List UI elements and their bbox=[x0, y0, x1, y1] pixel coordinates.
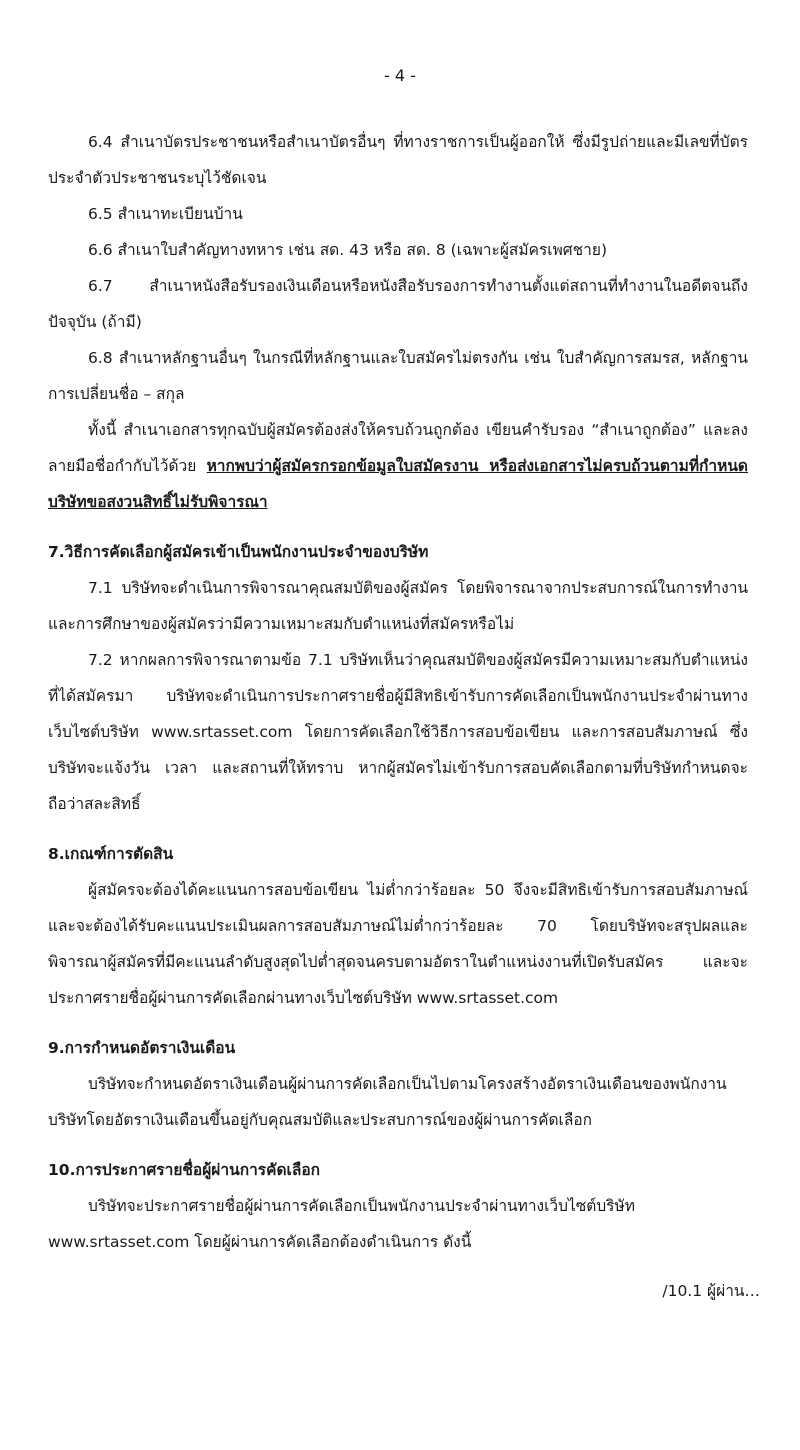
item-6-7: 6.7 สำเนาหนังสือรับรองเงินเดือนหรือหนังสือรับรองการทำงานตั้งแต่สถานที่ทำงานในอดีตจนถึงปัจจุบัน (ถ้ามี) bbox=[48, 277, 748, 331]
page-number: - 4 - bbox=[384, 66, 416, 85]
section-8-heading: 8.เกณฑ์การตัดสิน bbox=[48, 845, 174, 863]
document-body bbox=[48, 124, 748, 1260]
section-9-heading: 9.การกำหนดอัตราเงินเดือน bbox=[48, 1039, 236, 1057]
section-9-body: บริษัทจะกำหนดอัตราเงินเดือนผู้ผ่านการคัดเลือกเป็นไปตามโครงสร้างอัตราเงินเดือนของพนักงานบริษัทโดยอัตราเงินเดือนขึ้นอยู่กับคุณสมบัติและประสบการณ์ของผู้ผ่านการคัดเลือก bbox=[48, 1075, 727, 1129]
item-6-8: 6.8 สำเนาหลักฐานอื่นๆ ในกรณีที่หลักฐานและใบสมัครไม่ตรงกัน เช่น ใบสำคัญการสมรส, หลักฐานการเปลี่ยนชื่อ – สกุล bbox=[48, 349, 748, 403]
document-note-warning: หากพบว่าผู้สมัครกรอกข้อมูลใบสมัครงาน หรือส่งเอกสารไม่ครบถ้วนตามที่กำหนด บริษัทขอสงวนสิทธิ์ไม่รับพิจารณา bbox=[48, 457, 748, 511]
section-7-heading: 7.วิธีการคัดเลือกผู้สมัครเข้าเป็นพนักงานประจำของบริษัท bbox=[48, 543, 429, 561]
continuation-marker: /10.1 ผู้ผ่าน… bbox=[662, 1282, 760, 1300]
item-6-4: 6.4 สำเนาบัตรประชาชนหรือสำเนาบัตรอื่นๆ ที่ทางราชการเป็นผู้ออกให้ ซึ่งมีรูปถ่ายและมีเลขที่บัตรประจำตัวประชาชนระบุไว้ชัดเจน bbox=[48, 133, 748, 187]
item-6-5: 6.5 สำเนาทะเบียนบ้าน bbox=[88, 205, 243, 223]
section-7-2: 7.2 หากผลการพิจารณาตามข้อ 7.1 บริษัทเห็นว่าคุณสมบัติของผู้สมัครมีความเหมาะสมกับตำแหน่งที่ได้สมัครมา บริษัทจะดำเนินการประกาศรายชื่อผู้มีสิทธิเข้ารับการคัดเลือกเป็นพนักงานประจำผ่านทางเว็บไซต์บริษัท www.srtasset.com โดยการคัดเลือกใช้วิธีการสอบข้อเขียน และการสอบสัมภาษณ์ ซึ่งบริษัทจะแจ้งวัน เวลา และสถานที่ให้ทราบ หากผู้สมัครไม่เข้ารับการสอบคัดเลือกตามที่บริษัทกำหนดจะถือว่าสละสิทธิ์ bbox=[48, 651, 748, 813]
document-note bbox=[48, 412, 748, 520]
section-10-body: บริษัทจะประกาศรายชื่อผู้ผ่านการคัดเลือกเป็นพนักงานประจำผ่านทางเว็บไซต์บริษัท www.srtasset.com โดยผู้ผ่านการคัดเลือกต้องดำเนินการ ดังนี้ bbox=[48, 1197, 635, 1251]
document-note-text: ทั้งนี้ สำเนาเอกสารทุกฉบับผู้สมัครต้องส่งให้ครบถ้วนถูกต้อง เขียนคำรับรอง “สำเนาถูกต้อง” และลงลายมือชื่อกำกับไว้ด้วย bbox=[48, 421, 748, 475]
section-8-body: ผู้สมัครจะต้องได้คะแนนการสอบข้อเขียน ไม่ต่ำกว่าร้อยละ 50 จึงจะมีสิทธิเข้ารับการสอบสัมภาษณ์และจะต้องได้รับคะแนนประเมินผลการสอบสัมภาษณ์ไม่ต่ำกว่าร้อยละ 70 โดยบริษัทจะสรุปผลและพิจารณาผู้สมัครที่มีคะแนนลำดับสูงสุดไปต่ำสุดจนครบตามอัตราในตำแหน่งงานที่เปิดรับสมัคร และจะประกาศรายชื่อผู้ผ่านการคัดเลือกผ่านทางเว็บไซต์บริษัท www.srtasset.com bbox=[48, 881, 748, 1007]
section-7-1: 7.1 บริษัทจะดำเนินการพิจารณาคุณสมบัติของผู้สมัคร โดยพิจารณาจากประสบการณ์ในการทำงานและการศึกษาของผู้สมัครว่ามีความเหมาะสมกับตำแหน่งที่สมัครหรือไม่ bbox=[48, 579, 748, 633]
section-10-heading: 10.การประกาศรายชื่อผู้ผ่านการคัดเลือก bbox=[48, 1161, 321, 1179]
item-6-6: 6.6 สำเนาใบสำคัญทางทหาร เช่น สด. 43 หรือ สด. 8 (เฉพาะผู้สมัครเพศชาย) bbox=[88, 241, 607, 259]
